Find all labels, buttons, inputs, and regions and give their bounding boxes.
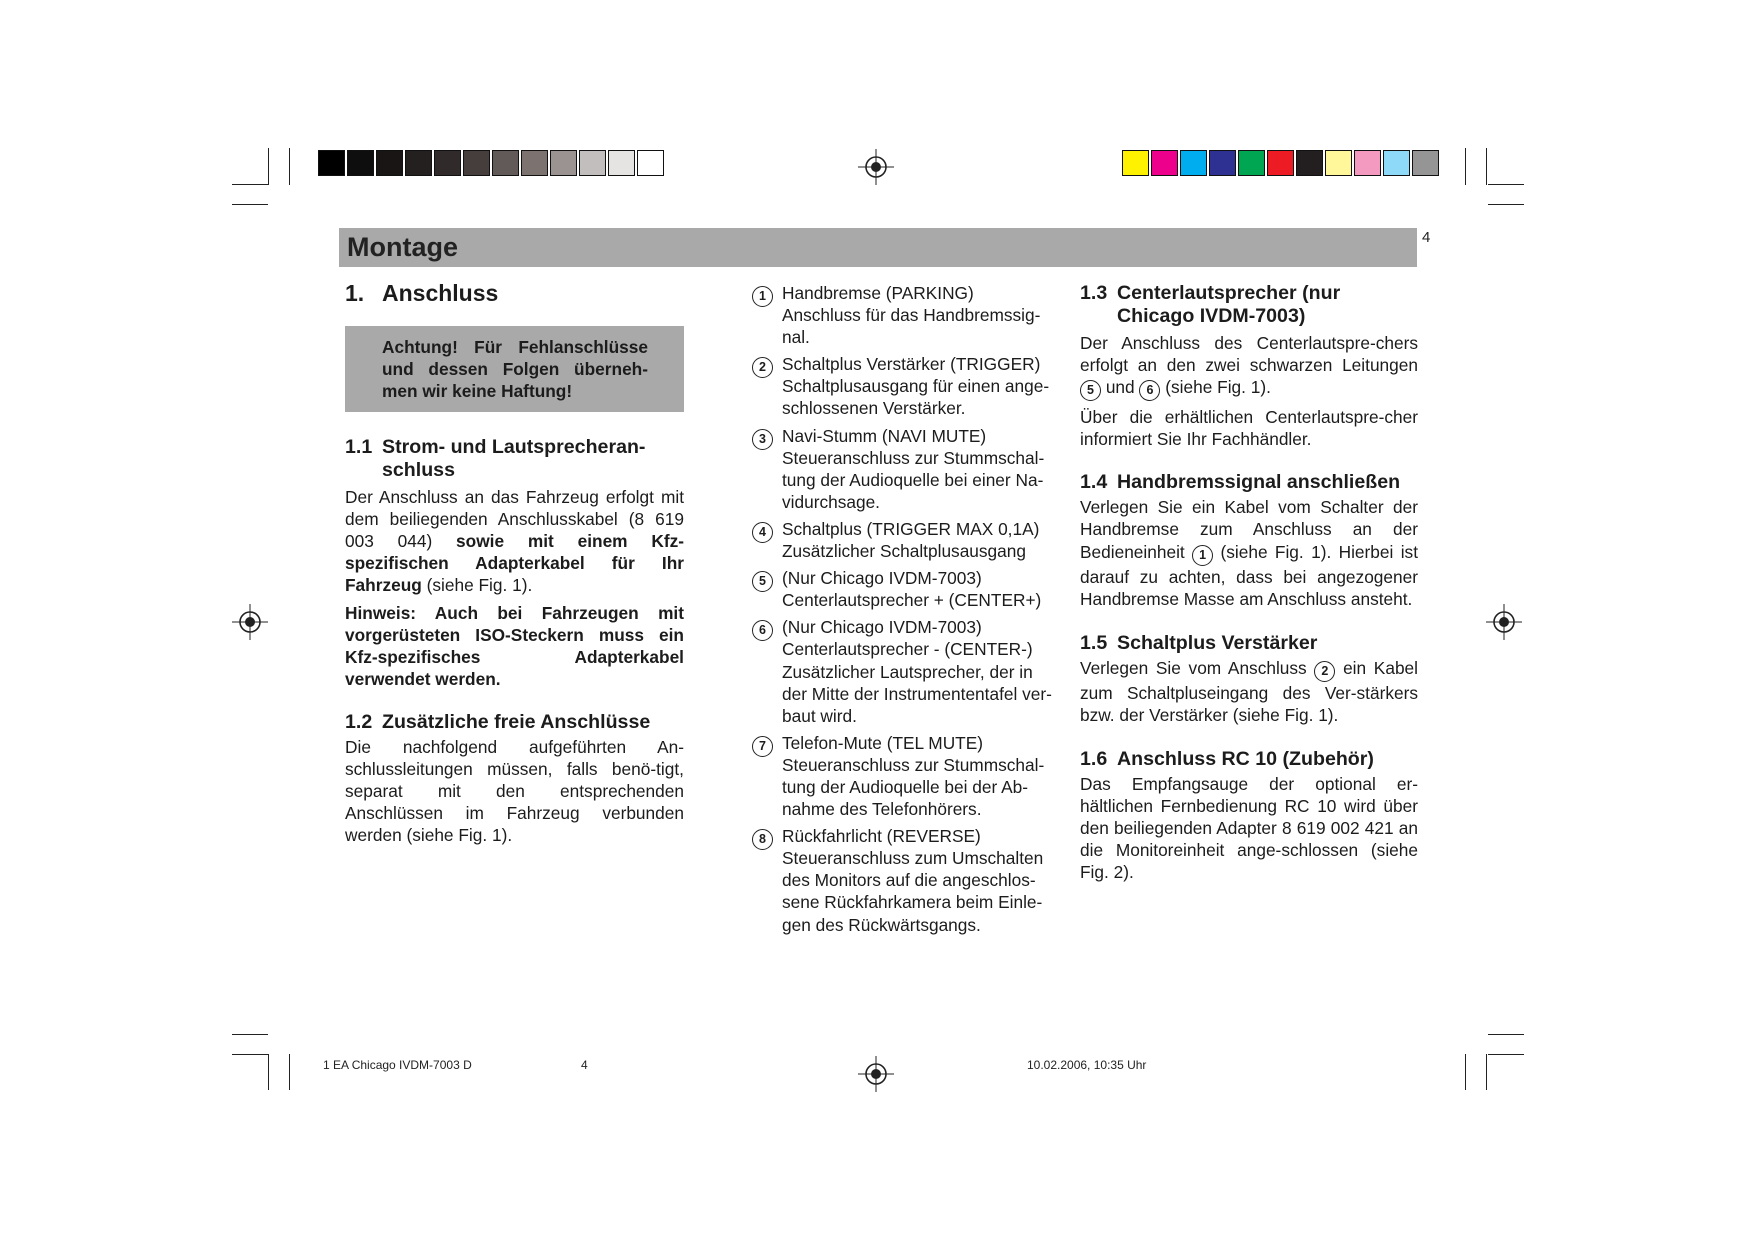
section-heading-1-6: 1.6 Anschluss RC 10 (Zubehör) — [1080, 747, 1374, 770]
connection-description: Steueranschluss zur Stummschal-tung der Audioquelle bei der Ab-nahme des Telefonhörers. — [782, 754, 1045, 820]
connection-title: Telefon-Mute (TEL MUTE) — [782, 732, 984, 753]
connection-title: Navi-Stumm (NAVI MUTE) — [782, 425, 987, 446]
color-swatch — [1412, 150, 1439, 176]
connection-item-8 — [752, 825, 1052, 935]
connection-description: Zusätzlicher Schaltplusausgang — [782, 541, 1026, 562]
connection-title: (Nur Chicago IVDM-7003) — [782, 617, 982, 638]
chapter-title: Anschluss — [382, 280, 499, 306]
section-heading-1-3: 1.3 Centerlautsprecher (nur Chicago IVDM-7003) — [1080, 282, 1341, 327]
circle-number-5-icon: 5 — [1080, 380, 1101, 401]
connection-description: Anschluss für das Handbremssig-nal. — [782, 305, 1041, 348]
connection-title: Handbremse (PARKING) — [782, 283, 974, 303]
connection-description: Centerlautsprecher - (CENTER-) Zusätzlicher Lautsprecher, der in der Mitte der Instrumententafel ver-baut wird. — [782, 639, 1052, 726]
gray-swatch — [318, 150, 345, 176]
connection-description: Centerlautsprecher + (CENTER+) — [782, 590, 1042, 611]
connection-item-7 — [752, 732, 1052, 820]
gray-swatch — [492, 150, 519, 176]
connection-title: (Nur Chicago IVDM-7003) — [782, 568, 982, 589]
gray-swatch — [521, 150, 548, 176]
section-heading-1-1: 1.1 Strom- und Lautsprecheran-schluss — [345, 436, 646, 482]
paragraph-1-3-b: Über die erhältlichen Centerlautspre-cher informiert Sie Ihr Fachhändler. — [1080, 407, 1418, 450]
color-swatch — [1354, 150, 1381, 176]
section-heading-1-5: 1.5 Schaltplus Verstärker — [1080, 631, 1318, 654]
connection-item-5 — [752, 567, 1052, 611]
color-swatch — [1151, 150, 1178, 176]
page-number-top: 4 — [1422, 229, 1431, 246]
color-swatch — [1180, 150, 1207, 176]
circle-number-icon: 7 — [752, 736, 773, 757]
gray-swatch — [579, 150, 606, 176]
section-header-bar — [339, 228, 1417, 267]
circle-number-icon: 1 — [752, 286, 773, 307]
page-title: Montage — [347, 232, 458, 262]
gray-swatch — [550, 150, 577, 176]
circle-number-icon: 8 — [752, 829, 773, 850]
registration-mark-bottom-icon — [858, 1056, 894, 1092]
section-heading-1-4: 1.4 Handbremssignal anschließen — [1080, 471, 1401, 494]
gray-swatch — [463, 150, 490, 176]
color-swatch — [1122, 150, 1149, 176]
registration-mark-top-icon — [858, 149, 894, 185]
section-heading-1-2: 1.2 Zusätzliche freie Anschlüsse — [345, 710, 651, 733]
gray-swatch — [434, 150, 461, 176]
paragraph-1-5: Verlegen Sie vom Anschluss 2 ein Kabel zum Schaltpluseingang des Ver-stärkers bzw. der Verstärker (siehe Fig. 1). — [1080, 657, 1418, 725]
warning-box: Achtung! Für Fehlanschlüsse und dessen Folgen überneh-men wir keine Haftung! — [345, 326, 684, 412]
connection-item-1 — [752, 282, 1052, 348]
color-swatch — [1383, 150, 1410, 176]
column-middle — [752, 282, 1052, 936]
connection-title: Schaltplus (TRIGGER MAX 0,1A) — [782, 518, 1040, 539]
paragraph-1-4: Verlegen Sie ein Kabel vom Schalter der Handbremse zum Anschluss an der Bedieneinheit 1 (siehe Fig. 1). Hierbei ist darauf zu achten, dass bei angezogener Handbremse Masse am Anschluss ansteht. — [1080, 497, 1418, 609]
gray-swatch — [637, 150, 664, 176]
connection-item-3 — [752, 425, 1052, 513]
registration-mark-left-icon — [232, 604, 268, 640]
color-swatch — [1325, 150, 1352, 176]
gray-swatch — [347, 150, 374, 176]
paragraph-1-3-a: Der Anschluss des Centerlautspre-chers erfolgt an den zwei schwarzen Leitungen 5 und 6 (siehe Fig. 1). — [1080, 332, 1418, 401]
paragraph-1-2: Die nachfolgend aufgeführten An-schlussleitungen müssen, falls benö-tigt, separat mit den entsprechenden Anschlüssen im Fahrzeug verbunden werden (siehe Fig. 1). — [345, 736, 684, 846]
color-swatch — [1267, 150, 1294, 176]
column-left — [345, 282, 684, 846]
footer-filename: 1 EA Chicago IVDM-7003 D — [323, 1058, 472, 1072]
gray-swatch — [405, 150, 432, 176]
color-swatch — [1296, 150, 1323, 176]
color-swatch — [1209, 150, 1236, 176]
footer-timestamp: 10.02.2006, 10:35 Uhr — [1027, 1058, 1147, 1072]
column-right — [1080, 282, 1418, 883]
circle-number-1-icon: 1 — [1192, 545, 1213, 566]
gray-swatch — [376, 150, 403, 176]
circle-number-icon: 2 — [752, 357, 773, 378]
connection-description: Steueranschluss zum Umschalten des Monitors auf die angeschlos-sene Rückfahrkamera beim Einle-gen des Rückwärtsgangs. — [782, 848, 1044, 935]
connection-description: Steueranschluss zur Stummschal-tung der Audioquelle bei einer Na-vidurchsage. — [782, 447, 1045, 512]
connection-description: Schaltplusausgang für einen ange-schlossenen Verstärker. — [782, 376, 1050, 419]
circle-number-icon: 3 — [752, 429, 773, 450]
paragraph-1-6: Das Empfangsauge der optional er-hältlichen Fernbedienung RC 10 wird über den beiliegenden Adapter 8 619 002 421 an die Monitoreinheit ange-schlossen (siehe Fig. 2). — [1080, 773, 1418, 883]
circle-number-icon: 5 — [752, 571, 773, 592]
connection-title: Rückfahrlicht (REVERSE) — [782, 826, 981, 847]
circle-number-icon: 4 — [752, 522, 773, 543]
paragraph-1-1-a: Der Anschluss an das Fahrzeug erfolgt mit dem beiliegenden Anschlusskabel (8 619 003 044) sowie mit einem Kfz-spezifischen Adapterkabel für Ihr Fahrzeug (siehe Fig. 1). — [345, 487, 684, 596]
connection-item-6 — [752, 616, 1052, 726]
gray-swatch — [608, 150, 635, 176]
circle-number-2-icon: 2 — [1314, 661, 1335, 682]
note-paragraph: Hinweis: Auch bei Fahrzeugen mit vorgerüsteten ISO-Steckern muss ein Kfz-spezifisches Adapterkabel verwendet werden. — [345, 602, 684, 689]
connection-title: Schaltplus Verstärker (TRIGGER) — [782, 354, 1041, 375]
chapter-number: 1. — [345, 280, 365, 306]
circle-number-icon: 6 — [752, 620, 773, 641]
color-swatch — [1238, 150, 1265, 176]
circle-number-6-icon: 6 — [1139, 380, 1160, 401]
connection-item-2 — [752, 353, 1052, 419]
connection-item-4 — [752, 518, 1052, 562]
footer-page-number: 4 — [581, 1058, 588, 1072]
registration-mark-right-icon — [1486, 604, 1522, 640]
